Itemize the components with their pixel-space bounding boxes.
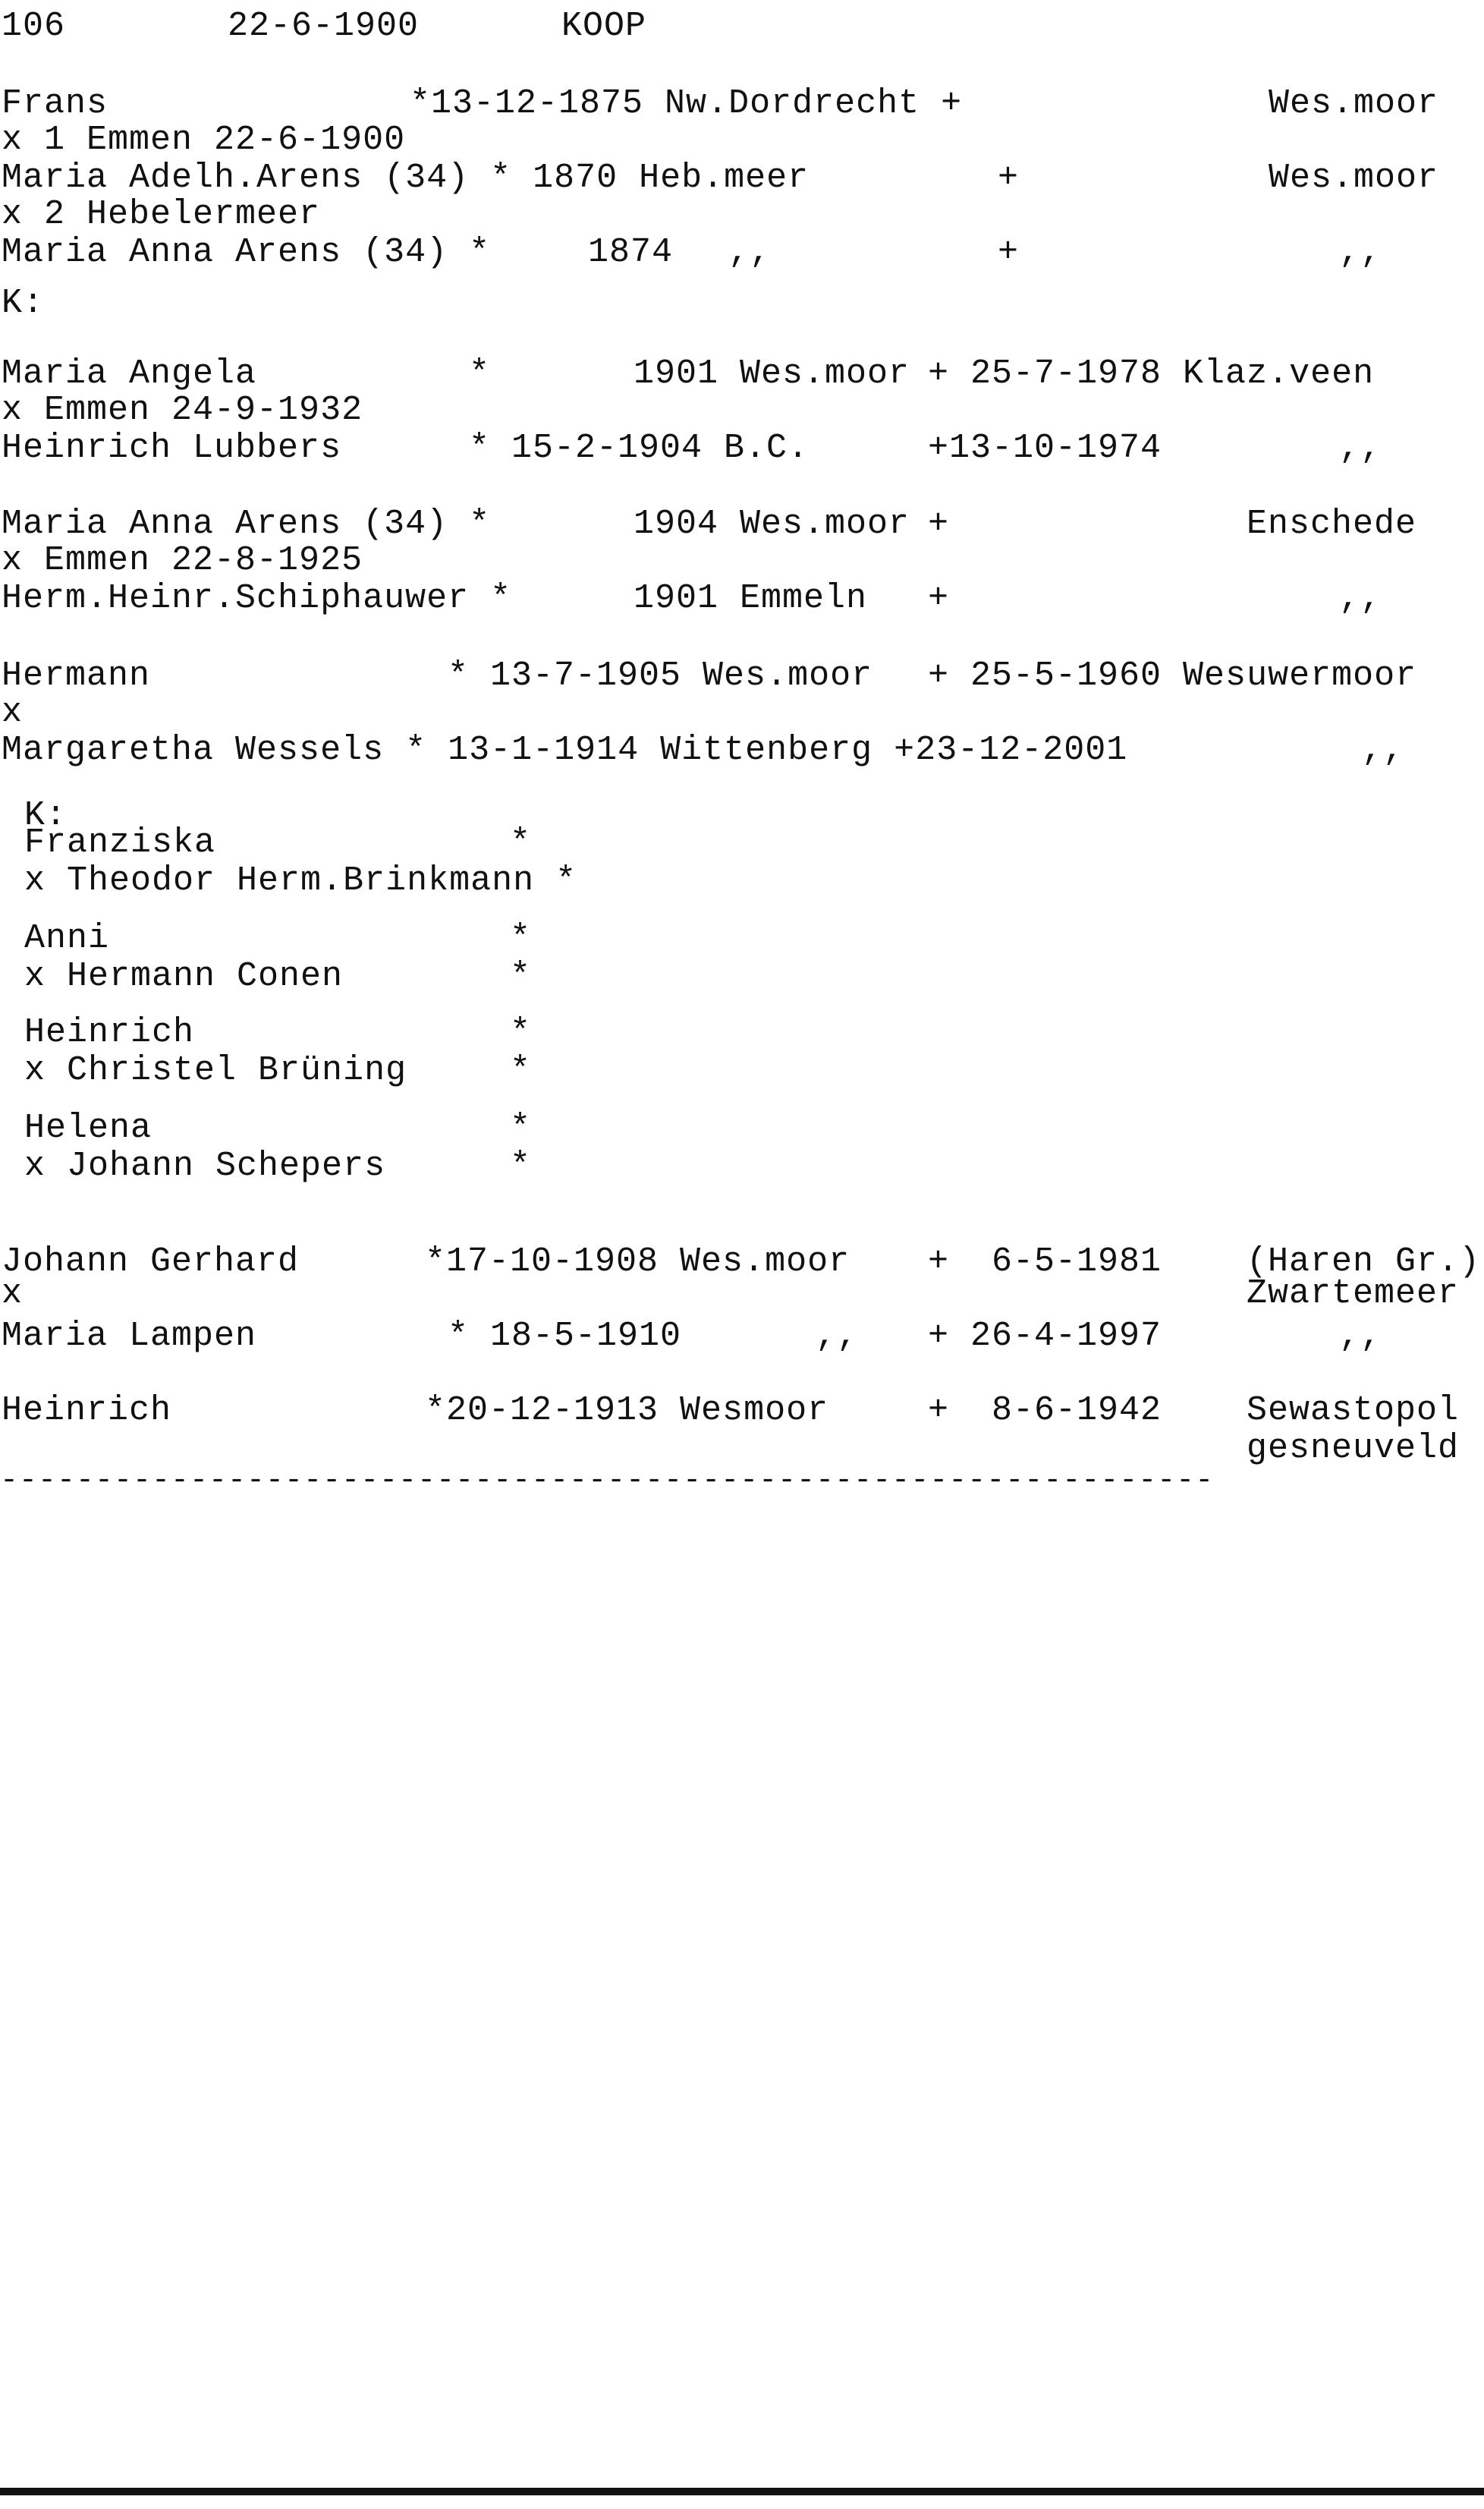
child2-spouse-birth: 1901 Emmeln <box>634 579 868 618</box>
grandchild1-star: * <box>510 823 532 862</box>
child2-death: + <box>928 505 950 543</box>
child3-spouse-place: ,, <box>1362 731 1405 770</box>
child1-name: Maria Angela <box>2 354 257 393</box>
child1-death: + 25-7-1978 Klaz.veen <box>928 354 1375 393</box>
grandchild4-name: Helena <box>24 1109 152 1147</box>
child4-name: Johann Gerhard <box>2 1242 300 1281</box>
child5-name: Heinrich <box>2 1391 172 1430</box>
child3-birth: * 13-7-1905 Wes.moor <box>448 656 873 695</box>
child4-birth: *17-10-1908 Wes.moor <box>425 1242 850 1281</box>
father-birth: *13-12-1875 Nw.Dordrecht + <box>410 84 963 123</box>
child3-marriage-line <box>0 694 1484 732</box>
grandchild1-name: Franziska <box>24 823 216 862</box>
child5-note-line <box>0 1430 1484 1468</box>
child4-marriage: x <box>2 1274 24 1313</box>
child2-name: Maria Anna Arens (34) * <box>2 505 491 543</box>
grandchild2-name: Anni <box>24 919 110 958</box>
child4-spouse-place: ,, <box>1339 1317 1382 1355</box>
child1-spouse-name: Heinrich Lubbers <box>2 429 342 467</box>
child1-star: * <box>469 354 491 393</box>
spouse2-line <box>0 234 1484 272</box>
grandchild1-line <box>0 824 1484 862</box>
grandchild3-spouse-star: * <box>510 1051 532 1090</box>
child1-marriage: x Emmen 24-9-1932 <box>2 391 363 430</box>
child4-spouse-birth: * 18-5-1910 <box>448 1317 682 1355</box>
child1-spouse-death: +13-10-1974 <box>928 429 1162 467</box>
child5-place: Sewastopol <box>1247 1391 1460 1430</box>
spouse1-line <box>0 159 1484 197</box>
child2-spouse-name: Herm.Heinr.Schiphauwer * <box>2 579 512 618</box>
child3-marriage: x <box>2 693 24 732</box>
grandchild4-spouse: x Johann Schepers <box>24 1147 386 1185</box>
spouse1-death-place: Wes.moor <box>1269 159 1439 197</box>
child1-line <box>0 355 1484 393</box>
child2-marriage: x Emmen 22-8-1925 <box>2 541 363 580</box>
child1-birth: 1901 Wes.moor <box>634 354 910 393</box>
child4-death: + 6-5-1981 <box>928 1242 1162 1281</box>
grandchild1-spouse: x Theodor Herm.Brinkmann * <box>24 861 577 900</box>
grandchild4-star: * <box>510 1109 532 1147</box>
grandchild4-spouse-star: * <box>510 1147 532 1185</box>
page-number: 106 <box>2 7 66 46</box>
spouse2-name: Maria Anna Arens (34) * <box>2 233 491 272</box>
father-line <box>0 85 1484 123</box>
separator: ---------------------------------------------------------------- <box>0 1464 1215 1498</box>
grandchild2-star: * <box>510 919 532 958</box>
child1-spouse-place: ,, <box>1339 429 1382 467</box>
child4-spouse-name: Maria Lampen <box>2 1317 257 1355</box>
child3-line <box>0 657 1484 695</box>
grandchildren-label: K: <box>24 796 68 835</box>
marriage2: x 2 Hebelermeer <box>2 195 321 234</box>
header-line <box>0 8 1484 46</box>
child4-place2: Zwartemeer <box>1247 1274 1460 1313</box>
grandchild2-spouse-star: * <box>510 957 532 996</box>
grandchild3-star: * <box>510 1013 532 1052</box>
family-name: KOOP <box>561 7 647 46</box>
child2-place: Enschede <box>1247 505 1417 543</box>
grandchild2-spouse-line <box>0 958 1484 996</box>
child4-marriage-line <box>0 1275 1484 1313</box>
child3-spouse-line <box>0 732 1484 770</box>
spouse2-birth-place: ,, <box>728 233 772 272</box>
grandchild3-line <box>0 1014 1484 1052</box>
child5-note: gesneuveld <box>1247 1429 1460 1468</box>
child2-spouse-line <box>0 580 1484 618</box>
grandchild4-spouse-line <box>0 1147 1484 1185</box>
spouse1-name: Maria Adelh.Arens (34) * 1870 Heb.meer <box>2 159 810 197</box>
marriage2-line <box>0 196 1484 234</box>
grandchild3-spouse: x Christel Brüning <box>24 1051 407 1090</box>
children-label-line <box>0 285 1484 323</box>
header-date: 22-6-1900 <box>228 7 420 46</box>
grandchild4-line <box>0 1110 1484 1147</box>
child1-marriage-line <box>0 392 1484 430</box>
child2-spouse-place: ,, <box>1339 579 1382 618</box>
father-name: Frans <box>2 84 108 123</box>
child1-spouse-birth: * 15-2-1904 B.C. <box>469 429 810 467</box>
child5-line <box>0 1392 1484 1430</box>
grandchild3-name: Heinrich <box>24 1013 195 1052</box>
spouse1-death: + <box>998 159 1020 197</box>
child2-marriage-line <box>0 542 1484 580</box>
child3-death: + 25-5-1960 Wesuwermoor <box>928 656 1417 695</box>
child4-spouse-death: + 26-4-1997 <box>928 1317 1162 1355</box>
child2-spouse-death: + <box>928 579 950 618</box>
father-death-place: Wes.moor <box>1269 84 1439 123</box>
spouse2-birth-year: 1874 <box>588 233 674 272</box>
separator-line <box>0 1464 1484 1503</box>
child4-spouse-line <box>0 1317 1484 1355</box>
spouse2-death: + <box>998 233 1020 272</box>
grandchild2-line <box>0 920 1484 958</box>
child2-line <box>0 505 1484 543</box>
child4-place: (Haren Gr.) <box>1247 1242 1481 1281</box>
grandchild1-spouse-line <box>0 862 1484 900</box>
spouse2-death-place: ,, <box>1339 233 1382 272</box>
child1-spouse-line <box>0 430 1484 467</box>
grandchild3-spouse-line <box>0 1052 1484 1090</box>
child4-spouse-birth-place: ,, <box>816 1317 859 1355</box>
children-label: K: <box>2 284 45 323</box>
footer-rule <box>0 2488 1484 2495</box>
child5-birth: *20-12-1913 Wesmoor <box>425 1391 829 1430</box>
child3-spouse: Margaretha Wessels * 13-1-1914 Wittenberg +23-12-2001 <box>2 731 1128 770</box>
child3-name: Hermann <box>2 656 151 695</box>
grandchild2-spouse: x Hermann Conen <box>24 957 344 996</box>
marriage1-line <box>0 121 1484 159</box>
marriage1: x 1 Emmen 22-6-1900 <box>2 121 406 159</box>
child5-death: + 8-6-1942 <box>928 1391 1162 1430</box>
child2-birth: 1904 Wes.moor <box>634 505 910 543</box>
